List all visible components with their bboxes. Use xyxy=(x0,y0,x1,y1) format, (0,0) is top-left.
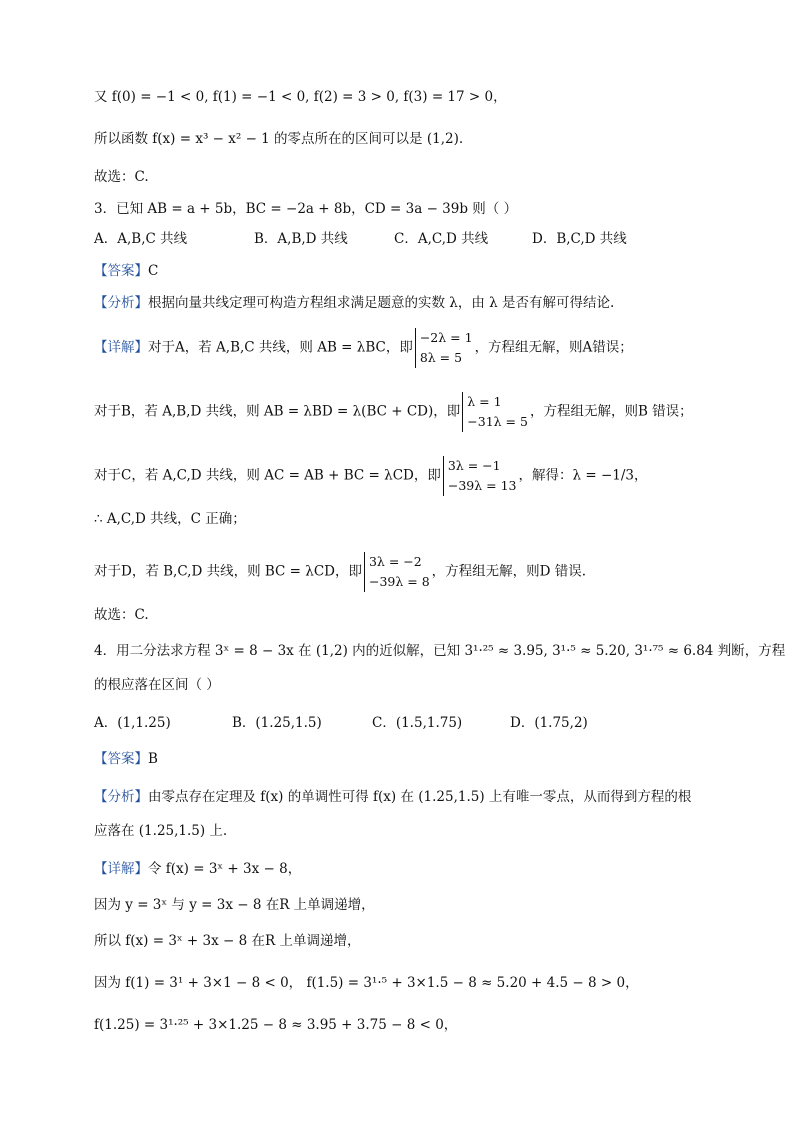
detail-tag: 【详解】 xyxy=(94,339,148,356)
text-line: 故选：C. xyxy=(94,607,149,623)
question-4-options xyxy=(94,712,734,734)
question-4-stem-cont: 的根应落在区间（ ） xyxy=(94,677,220,693)
question-4-stem: 4．用二分法求方程 3ˣ = 8 − 3x 在 (1,2) 内的近似解，已知 3¹·²⁵ ≈ 3.95, 3¹·⁵ ≈ 5.20, 3¹·⁷⁵ ≈ 6.84 判断，方程 xyxy=(94,643,786,659)
option-c: C．A,C,D 共线 xyxy=(394,231,489,247)
question-3-stem: 3．已知 AB = a + 5b，BC = −2a + 8b，CD = 3a − 39b 则（ ） xyxy=(94,201,518,217)
detail-text: 令 f(x) = 3ˣ + 3x − 8， xyxy=(148,861,302,877)
option-d: D．B,C,D 共线 xyxy=(532,231,627,247)
question-3-detail-b xyxy=(94,392,734,432)
equation-system: 3λ = −2 −39λ = 8 xyxy=(364,552,430,592)
text-line: 故选：C. xyxy=(94,169,149,185)
analysis-text: 由零点存在定理及 f(x) 的单调性可得 f(x) 在 (1.25,1.5) 上有唯一零点，从而得到方程的根 xyxy=(148,789,692,805)
text-line: 所以函数 f(x) = x³ − x² − 1 的零点所在的区间可以是 (1,2). xyxy=(94,131,464,147)
question-3-detail-d xyxy=(94,552,734,592)
text-line: 应落在 (1.25,1.5) 上. xyxy=(94,823,228,839)
option-b: B．A,B,D 共线 xyxy=(254,231,348,247)
detail-text: ，方程组无解，则A错误； xyxy=(474,339,633,356)
option-d: D．(1.75,2) xyxy=(510,715,588,731)
option-a: A．A,B,C 共线 xyxy=(94,231,188,247)
analysis-text: 根据向量共线定理可构造方程组求满足题意的实数 λ，由 λ 是否有解可得结论. xyxy=(148,295,615,311)
detail-text: 对于C，若 A,C,D 共线，则 AC = AB + BC = λCD，即 xyxy=(94,467,441,484)
text-line: f(1.25) = 3¹·²⁵ + 3×1.25 − 8 ≈ 3.95 + 3.75 − 8 < 0， xyxy=(94,1017,458,1033)
question-3-detail-c xyxy=(94,456,734,496)
answer-value: C xyxy=(148,263,159,279)
detail-text: ，方程组无解，则D 错误. xyxy=(431,563,587,580)
answer-tag: 【答案】 xyxy=(94,263,148,279)
analysis-tag: 【分析】 xyxy=(94,789,148,805)
equation-system: −2λ = 1 8λ = 5 xyxy=(415,328,473,368)
text-line: ∴ A,C,D 共线，C 正确； xyxy=(94,511,246,527)
text-line: 因为 f(1) = 3¹ + 3×1 − 8 < 0， f(1.5) = 3¹·⁵ + 3×1.5 − 8 ≈ 5.20 + 4.5 − 8 > 0， xyxy=(94,975,639,991)
answer-value: B xyxy=(148,751,158,767)
text-line: 所以 f(x) = 3ˣ + 3x − 8 在R 上单调递增， xyxy=(94,933,361,949)
question-4-analysis xyxy=(94,786,734,808)
detail-text: 对于D，若 B,C,D 共线，则 BC = λCD，即 xyxy=(94,563,362,580)
analysis-tag: 【分析】 xyxy=(94,295,148,311)
detail-text: 对于B，若 A,B,D 共线，则 AB = λBD = λ(BC + CD)，即 xyxy=(94,403,461,420)
detail-tag: 【详解】 xyxy=(94,861,148,877)
detail-text: ，解得：λ = −1/3， xyxy=(518,467,648,484)
detail-text: 对于A，若 A,B,C 共线，则 AB = λBC，即 xyxy=(148,339,413,356)
text-line: 因为 y = 3ˣ 与 y = 3x − 8 在R 上单调递增， xyxy=(94,897,375,913)
question-4-answer xyxy=(94,748,734,770)
question-3-answer xyxy=(94,260,734,282)
option-b: B．(1.25,1.5) xyxy=(232,715,322,731)
equation-system: 3λ = −1 −39λ = 13 xyxy=(443,456,517,496)
question-4-detail xyxy=(94,858,734,880)
detail-text: ，方程组无解，则B 错误； xyxy=(529,403,693,420)
question-3-analysis xyxy=(94,292,734,314)
option-c: C．(1.5,1.75) xyxy=(372,715,463,731)
question-3-options xyxy=(94,228,734,250)
option-a: A．(1,1.25) xyxy=(94,715,171,731)
answer-tag: 【答案】 xyxy=(94,751,148,767)
question-3-detail-a xyxy=(94,328,734,368)
text-line: 又 f(0) = −1 < 0, f(1) = −1 < 0, f(2) = 3 > 0, f(3) = 17 > 0， xyxy=(94,89,507,105)
equation-system: λ = 1 −31λ = 5 xyxy=(462,392,528,432)
